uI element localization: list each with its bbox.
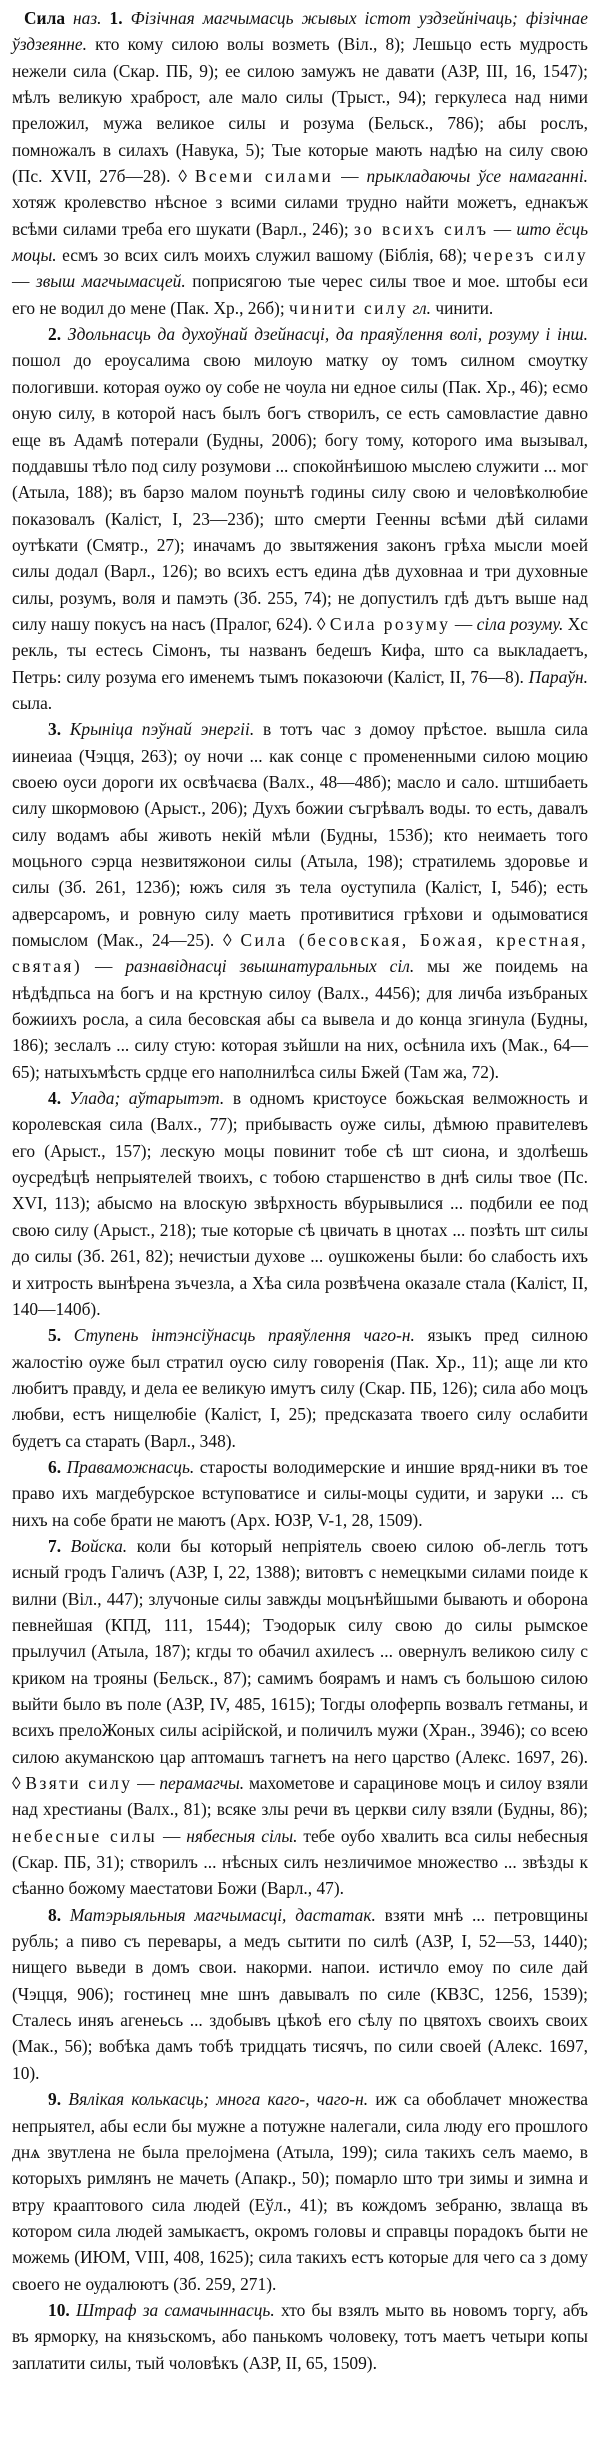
- phrase-citations: Хс рекль, ты естесь Сімонъ, ты названъ бeдешъ Кифа, што са выкладаетъ, Петрь: силу розума его именемъ тымъ показоючи (Каліст, II, 76—8).: [12, 613, 588, 687]
- phrase-citations: тебе оубо хвалить вса силы небесныя (Скар. ПБ, 31); створилъ ... нѣсных силъ незличимое множество ... звѣзды к сѣанно божому мaестатови Божи (Варл., 47).: [12, 1825, 588, 1899]
- cross-ref-abbr: гл.: [412, 297, 431, 318]
- phrase-headword: Взяти силу: [25, 1773, 133, 1794]
- sense-citations: кто кому силою волы возметь (Віл., 8); Лешьцо есть мудрость нежели сила (Скар. ПБ, 9); ее силою замужъ не давати (АЗР, III, 16, 1547); мѣлъ великую храброст, але мало силы (Трыст., 94); геркулеса над ними преложил, мужа великое силы и розума (Бельск., 786); абы рослъ, помножалъ в силахъ (Навука, 5); Тые которые мають надѣю на силу свою (Пс. XVII, 27б—28). ◊: [12, 34, 588, 187]
- sense-definition: Штраф за самачыннасць.: [76, 2299, 275, 2320]
- phrase-headword: небесные силы: [12, 1825, 158, 1846]
- phrase-gloss: што ёсць моцы.: [12, 218, 589, 266]
- sense-number: 10.: [48, 2299, 70, 2320]
- phrase-gloss: звыш магчымасцей.: [35, 271, 186, 292]
- sense-citations: иж са обоблачет множества непрыятел, абы если бы мужне а потужне налегали, сила люду его прошлого днѧ звутлена не была прелоjмена (Атыла, 199); сила такихъ селъ маемо, в которыхъ римлянъ не мачеть (Апакр., 50); помарло што три зимы и зимна и втру крааптового сила людей (Еўл., 41); въ кождомъ зебраню, звлаща въ котором сила людей замыкаєтъ, окромъ головы и справцы порадокъ быти не можемь (ИЮМ, VIII, 408, 1625); сила такихъ естъ которые для чего са з дому своего не оудалюютъ (Зб. 259, 271).: [12, 2089, 588, 2294]
- sense-6: [12, 1454, 588, 1533]
- phrase-citations: хотяж кролевство нѣсное з всими силами трудно найти можетъ, еднакъж всѣми силами треба его шукати (Варл., 246);: [12, 192, 588, 239]
- sense-citations: в одномъ кристоусе божьская велможность и королевская сила (Валх., 77); прибывасть оуже силы, дѣмюю правителевъ его (Арыст., 157); лескую моцы повинит тобе сѣ шт сиона, и здолѣешь оусредѣцѣ непрыятелей твоихъ, с тобою старшенство в днѣ силы твое (Пс. XVI, 113); абысмо на влоскую звѣрхность вбурывылися ... подбили ее под свою силу (Арыст., 218); тые которые сѣ цвичать в цнотах ... позѣть шт силы до силы (Зб. 261, 82); нечистыи духове ... оушкожены были: бо слабость ихъ и хитрость вынѣрена зъчезла, а Хѣа сила розвѣчена оказале стала (Каліст, II, 140—140б).: [12, 1088, 588, 1319]
- sense-citations: коли бы который непріятель своею силою об-легль тотъ исный гродъ Галичъ (АЗР, I, 22, 1388); витовтъ с немецкыми силами поиде к вилни (Віл., 447); злучоные силы завжды моцънѣйшыми бывають и оборона певнейшая (КПД, 111, 1544); Тэодорык силу свою до силы рымское прылучил (Атыла, 187); кгды то обачил ахилесъ ... овернулъ великою силу с криком на трояны (Бельск., 87); самимъ боярамъ и намъ съ большою силою выйти было въ поле (АЗР, IV, 485, 1615); Тогды олоферпь возвалъ гетманы, и всихъ прелоЖоных силы асірійской, и поличилъ мужи (Хран., 3946); со всею силою акуманскою цар аптомашъ тагнетъ на него царство (Алекс. 1697, 26). ◊: [12, 1535, 588, 1794]
- phrase-gloss: сіла розуму.: [476, 613, 564, 634]
- phrase-headword: Сила розуму: [329, 613, 451, 634]
- phrase-gloss: перамагчы.: [159, 1773, 245, 1794]
- sense-definition: Вялікая колькасць; многа каго-, чаго-н.: [68, 2089, 369, 2110]
- sense-citations: хто бы взялъ мыто вь новомъ торгу, абъ въ ярморку, на князьскомъ, або панькомъ чоловеку, тотъ маетъ четыри копы заплатити силы, тый чоловѣкъ (АЗР, II, 65, 1509).: [12, 2299, 588, 2373]
- phrase-citations: поприсягою тые черес силы твое и мое. штобы еси его не водил до мене (Пак. Хр., 26б);: [12, 271, 588, 318]
- sense-definition: Матэрыяльныя магчымасці, дастатак.: [69, 1904, 376, 1925]
- headword: Сила: [24, 8, 66, 28]
- sense-number: 2.: [48, 324, 62, 345]
- sense-2: 2. Здольнасць да духоўнай дзейнасці, да праяўлення волі, розуму і інш. пошол до ероусалима свою милоую матку оу томъ силном смоутку пологивши. которая оужо оу собе не чоула ни едное силы (Пак. Хр., 46); есмо оную силу, в которой насъ былъ богъ створилъ, се есть самовластие давно еще въ Адамѣ потерали (Будны, 2006); богу тому, которого има вызывал, поддавшы тѣло под силу розумови ... спокойнѣишою мыслею служити ... мог (Атыла, 188); въ барзо малом поуньтѣ годины силу свою и человѣколюбие показовалъ (Каліст, I, 23—23б); што смерти Геенны всѣми дѣй силами оутѣкати (Смятр., 27); иначамъ до звытяжения законъ грѣха мысли моей силы додал (Варл., 126); во всихъ естъ едина дѣв духовнаа и три духовные силы, розумъ, воля и памэть (Зб. 255, 74); не допустилъ гдѣ дътъ выше над силу нашу покусъ на насъ (Пралог, 624). ◊ Сила розуму — сіла розуму. Хс рекль, ты естесь Сімонъ, ты названъ бeдешъ Кифа, што са выкладаетъ, Петрь: силу розума его именемъ тымъ показоючи (Каліст, II, 76—8). Параўн. сыла.: [12, 324, 588, 713]
- cross-ref-target: чинити.: [431, 297, 494, 318]
- sense-1: Сила наз. 1. Фізічная магчымасць жывых істот уздзейнічаць; фізічнае ўздзеянне. кто кому силою волы возметь (Віл., 8); Лешьцо есть мудрость нежели сила (Скар. ПБ, 9); ее силою замужъ не давати (АЗР, III, 16, 1547); мѣлъ великую храброст, але мало силы (Трыст., 94); геркулеса над ними преложил, мужа великое силы и розума (Бельск., 786); абы рослъ, помножалъ в силахъ (Навука, 5); Тые которые мають надѣю на силу свою (Пс. XVII, 27б—28). ◊ Всеми силами — прыкладаючы ўсе намаганні. хотяж кролевство нѣсное з всими силами трудно найти можетъ, еднакъж всѣми силами треба его шукати (Варл., 246); зо всихъ силъ — што ёсць моцы. есмъ зо всих силъ моихъ служил вашому (Біблія, 68); черезъ силу — звыш магчымасцей. поприсягою тые черес силы твое и мое. штобы еси его не водил до мене (Пак. Хр., 26б); чинити силу гл. чинити.: [12, 8, 589, 318]
- phrase-headword: черезъ силу: [472, 245, 588, 266]
- sense-definition: Крыніца пэўнай энергіі.: [69, 719, 255, 740]
- sense-7: 7. Войска. коли бы который непріятель своею силою об-легль тотъ исный гродъ Галичъ (АЗР, I, 22, 1388); витовтъ с немецкыми силами поиде к вилни (Віл., 447); злучоные силы завжды моцънѣйшыми бывають и оборона певнейшая (КПД, 111, 1544); Тэодорык силу свою до силы рымское прылучил (Атыла, 187); кгды то обачил ахилесъ ... овернулъ великою силу с криком на трояны (Бельск., 87); самимъ боярамъ и намъ съ большою силою выйти было въ поле (АЗР, IV, 485, 1615); Тогды олоферпь возвалъ гетманы, и всихъ прелоЖоных силы асірійской, и поличилъ мужи (Хран., 3946); со всею силою акуманскою цар аптомашъ тагнетъ на него царство (Алекс. 1697, 26). ◊ Взяти силу — перамагчы. махометове и сарацинове моцъ и силоу взяли над хрестианы (Валх., 81); всяке злы речи въ церкви силу взяли (Будны, 86); небесные силы — нябесныя сілы. тебе оубо хвалить вса силы небесныя (Скар. ПБ, 31); створилъ ... нѣсных силъ незличимое множество ... звѣзды к сѣанно божому мaестатови Божи (Варл., 47).: [12, 1535, 588, 1899]
- phrase-headword: Сила (бесовская, Божая, крестная, святая): [12, 930, 588, 977]
- phrase-citations: махометове и сарацинове моцъ и силоу взяли над хрестианы (Валх., 81); всяке злы речи въ церкви силу взяли (Будны, 86);: [12, 1773, 588, 1820]
- sense-5: [12, 1322, 588, 1454]
- sense-3: 3. Крыніца пэўнай энергіі. в тотъ час з домоу прѣстое. вышла сила иинеиаа (Чэцця, 263); оу ночи ... как сонце с промененными силою моцию своею оуси дороги их освѣчаєва (Валх., 48—48б); масло и сало. штшибаеть силу шкормовою (Арыст., 206); Духъ божии съгрѣвалъ воды. то есть, давалъ силу водамъ абы животь некій мѣли (Будны, 153б); кто неимаеть того моцьного сэрца незвитяжонои силы (Атыла, 198); стратилемь здоровье и силы (Зб. 261, 123б); южъ силя зъ тела оуступила (Каліст, I, 54б); есть адверсаромъ, и ровную силу маеть противитися грѣхови и одымоватися помыслом (Мак., 24—25). ◊ Сила (бесовская, Божая, крестная, святая) — разнавіднасці звышнатуральных сіл. мы же поидемь на нѣдѣдпьса на богъ и на крстную силоу (Валх., 4456); для личба изъбраных божиихъ росла, а сила бесовская абы са вывела и до конца згинула (Будны, 186); зеслалъ ... силу стую: которая зъйшли на них, осѣнила ихъ (Мак., 64—65); натыхъмѣсть срдце его наполнилѣса силы Бжей (Там жа, 72).: [12, 719, 588, 1082]
- sense-citations: пошол до ероусалима свою милоую матку оу томъ силном смоутку пологивши. которая оужо оу собе не чоула ни едное силы (Пак. Хр., 46); есмо оную силу, в которой насъ былъ богъ створилъ, се есть самовластие давно еще въ Адамѣ потерали (Будны, 2006); богу тому, которого има вызывал, поддавшы тѣло под силу розумови ... спокойнѣишою мыслею служити ... мог (Атыла, 188); въ барзо малом поуньтѣ годины силу свою и человѣколюбие показовалъ (Каліст, I, 23—23б); што смерти Геенны всѣми дѣй силами оутѣкати (Смятр., 27); иначамъ до звытяжения законъ грѣха мысли моей силы додал (Варл., 126); во всихъ естъ едина дѣв духовнаа и три духовные силы, розумъ, воля и памэть (Зб. 255, 74); не допустилъ гдѣ дътъ выше над силу нашу покусъ на насъ (Пралог, 624). ◊: [12, 350, 588, 634]
- phrase-headword: Всеми силами: [194, 166, 334, 187]
- sense-10: [12, 2297, 588, 2376]
- phrase-gloss: прыкладаючы ўсе намаганні.: [366, 166, 588, 187]
- phrase-citations: есмъ зо всих силъ моихъ служил вашому (Біблія, 68);: [56, 245, 473, 266]
- sense-definition: Войска.: [70, 1535, 128, 1556]
- sense-definition: Праваможнасць.: [66, 1456, 195, 1477]
- sense-citations: языкъ пред силною жалостію оуже был стратил оусю силу говоренія (Пак. Хр., 11); аще ли кто любитъ правду, и дела ее великую имутъ силу (Скар. ПБ, 126); сила або моцъ любви, естъ нищелюбіе (Каліст, I, 25); предсказатa твоего силу ослабити будетъ са старать (Варл., 348).: [12, 1325, 588, 1451]
- phrase-gloss: разнавіднасці звышнатуральных сіл.: [125, 956, 415, 977]
- sense-number: 3.: [48, 719, 62, 740]
- sense-4: [12, 1085, 588, 1322]
- phrase-gloss: нябесныя сілы.: [186, 1825, 298, 1846]
- sense-number: 1.: [109, 8, 123, 28]
- sense-number: 7.: [48, 1535, 62, 1556]
- sense-number: 4.: [48, 1088, 62, 1109]
- cross-ref-abbr: Параўн.: [528, 666, 588, 687]
- sense-definition: Здольнасць да духоўнай дзейнасці, да праяўлення волі, розуму і інш.: [67, 324, 588, 345]
- sense-citations: в тотъ час з домоу прѣстое. вышла сила иинеиаа (Чэцця, 263); оу ночи ... как сонце с промененными силою моцию своею оуси дороги их освѣчаєва (Валх., 48—48б); масло и сало. штшибаеть силу шкормовою (Арыст., 206); Духъ божии съгрѣвалъ воды. то есть, давалъ силу водамъ абы животь некій мѣли (Будны, 153б); кто неимаеть того моцьного сэрца незвитяжонои силы (Атыла, 198); стратилемь здоровье и силы (Зб. 261, 123б); южъ силя зъ тела оуступила (Каліст, I, 54б); есть адверсаромъ, и ровную силу маеть противитися грѣхови и одымоватися помыслом (Мак., 24—25). ◊: [12, 719, 588, 951]
- sense-citations: староcты володимерские и иншие вряд-ники въ тое право ихъ магдебурское вступоватисе и силы-моцы судити, и заруки ... съ нихъ на собе брати не маютъ (Арх. ЮЗР, V-1, 28, 1509).: [12, 1456, 588, 1530]
- sense-definition: Улада; аўтарытэт.: [69, 1088, 225, 1109]
- sense-definition: Фізічная магчымасць жывых істот уздзейнічаць; фізічнае ўздзеянне.: [12, 8, 588, 55]
- sense-number: 6.: [48, 1456, 62, 1477]
- sense-number: 8.: [48, 1904, 62, 1925]
- cross-ref-target: сыла.: [12, 692, 53, 713]
- sense-number: 5.: [48, 1325, 62, 1346]
- phrase-headword: чинити силу: [289, 297, 409, 318]
- sense-8: [12, 1902, 588, 2086]
- sense-definition: Ступень інтэнсіўнасць праяўлення чаго-н.: [73, 1325, 415, 1346]
- sense-citations: взяти мнѣ ... петровщины рубль; а пиво съ перевары, а медъ сытити по силѣ (АЗР, I, 52—53, 1440); нищего вьведи в домъ свои. накорми. напои. истичло емоу по силе дай (Чэцця, 906); гостинец мне шнъ давывалъ по силе (КВЗС, 1256, 1539); Сталесь иняъ агенеьсь ... здобывъ цѣкоѣ его сѣлу по цвятохъ своихъ своих (Мак., 56); вобѣка дамъ тобѣ тридцать тисячъ, по сили своей (Алекс. 1697, 10).: [12, 1904, 588, 2083]
- sense-9: [12, 2086, 588, 2297]
- phrase-headword: зо всихъ силъ: [354, 218, 489, 239]
- part-of-speech: наз.: [73, 8, 102, 28]
- phrase-citations: мы же поидемь на нѣдѣдпьса на богъ и на крстную силоу (Валх., 4456); для личба изъбраных божиихъ росла, а сила бесовская абы са вывела и до конца згинула (Будны, 186); зеслалъ ... силу стую: которая зъйшли на них, осѣнила ихъ (Мак., 64—65); натыхъмѣсть срдце его наполнилѣса силы Бжей (Там жа, 72).: [12, 956, 588, 1082]
- sense-number: 9.: [48, 2089, 62, 2110]
